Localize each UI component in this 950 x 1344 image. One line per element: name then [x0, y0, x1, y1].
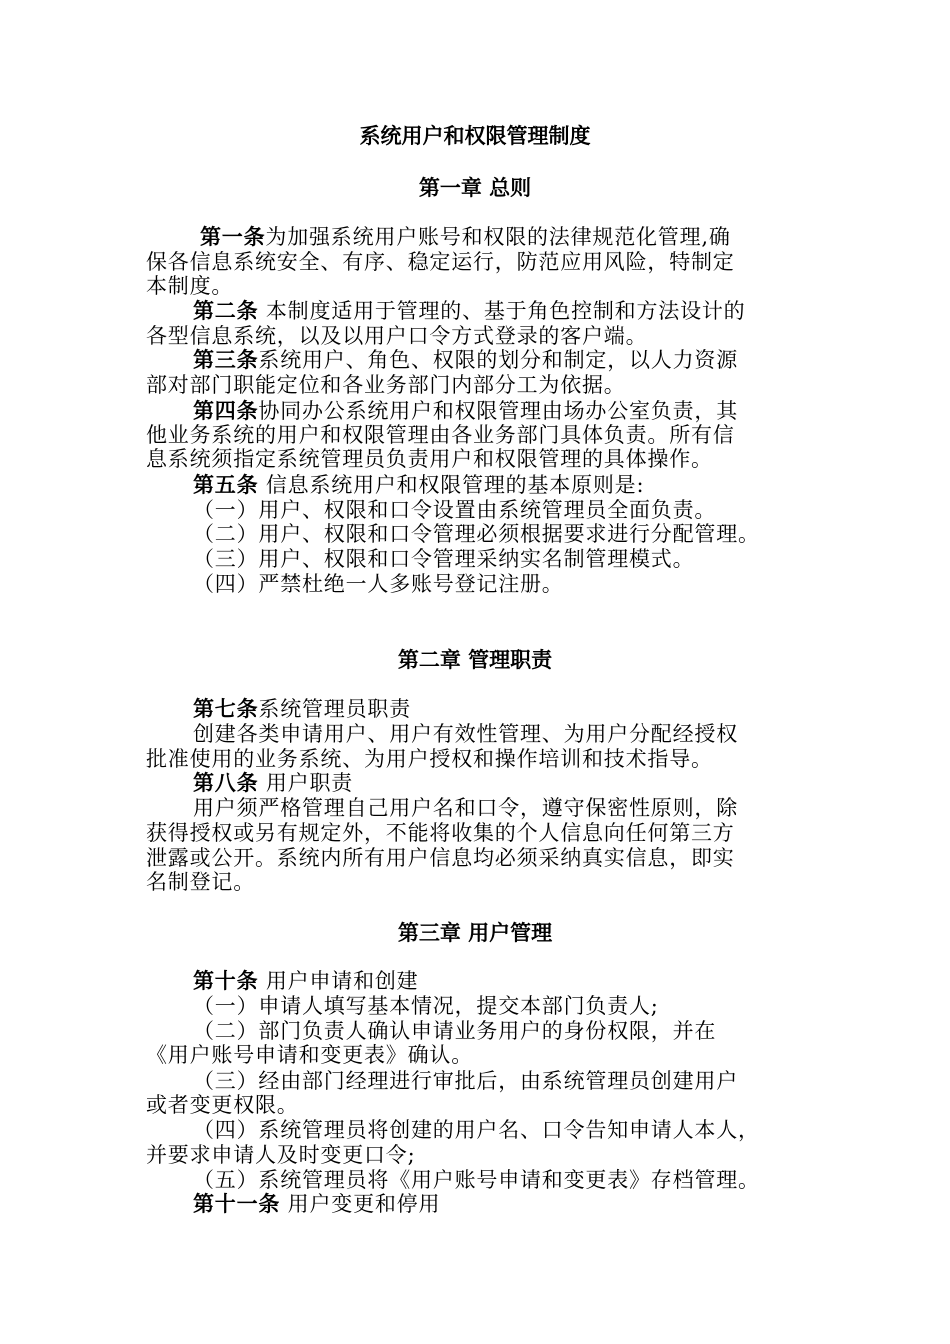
- article-11-label: 第十一条: [193, 1192, 281, 1216]
- article-10-label: 第十条: [193, 969, 259, 993]
- article-8-para-line-3: 泄露或公开。系统内所有用户信息均必须采纳真实信息，即实: [146, 846, 735, 870]
- article-5-item-3: （三）用户、权限和口令管理采纳实名制管理模式。: [193, 547, 695, 571]
- article-7-para-line-2: 批准使用的业务系统、为用户授权和操作培训和技术指导。: [146, 747, 713, 771]
- article-10-item-4-line-2: 并要求申请人及时变更口令;: [146, 1143, 416, 1167]
- article-8-para-line-2: 获得授权或另有规定外，不能将收集的个人信息向任何第三方: [146, 821, 735, 845]
- article-8-para-line-1: 用户须严格管理自己用户名和口令，遵守保密性原则，除: [193, 796, 738, 820]
- article-8-label: 第八条: [193, 771, 259, 795]
- article-1-label: 第一条: [200, 225, 266, 249]
- article-5-line-1: 第五条 信息系统用户和权限管理的基本原则是:: [193, 473, 645, 497]
- article-10-item-3-line-1: （三）经由部门经理进行审批后，由系统管理员创建用户: [193, 1069, 738, 1093]
- article-4-line-3: 息系统须指定系统管理员负责用户和权限管理的具体操作。: [146, 447, 713, 471]
- article-4-label: 第四条: [193, 399, 259, 423]
- article-8-para-line-4: 名制登记。: [146, 870, 255, 894]
- chapter-2-title: 第二章 管理职责: [397, 648, 553, 672]
- article-5-item-2: （二）用户、权限和口令管理必须根据要求进行分配管理。: [193, 522, 760, 546]
- article-2-line-2: 各型信息系统，以及以用户口令方式登录的客户端。: [146, 324, 648, 348]
- article-1-line-3: 本制度。: [146, 274, 234, 298]
- article-5-label: 第五条: [193, 473, 259, 497]
- article-7-line-1: 第七条系统管理员职责: [193, 697, 412, 721]
- article-3-label: 第三条: [193, 348, 259, 372]
- chapter-1-title: 第一章 总则: [418, 176, 532, 200]
- article-10-item-3-line-2: 或者变更权限。: [146, 1093, 299, 1117]
- article-8-line-1: 第八条 用户职责: [193, 771, 354, 795]
- article-2-label: 第二条: [193, 299, 259, 323]
- article-10-item-2-line-2: 《用户账号申请和变更表》确认。: [146, 1043, 473, 1067]
- article-10-item-1: （一）申请人填写基本情况，提交本部门负责人;: [193, 994, 659, 1018]
- article-4-line-1: 第四条协同办公系统用户和权限管理由场办公室负责，其: [193, 399, 739, 423]
- article-3-line-1: 第三条系统用户、角色、权限的划分和制定，以人力资源: [193, 348, 739, 372]
- article-3-line-2: 部对部门职能定位和各业务部门内部分工为依据。: [146, 373, 626, 397]
- article-1-line-1: 第一条为加强系统用户账号和权限的法律规范化管理,确: [200, 225, 731, 249]
- article-4-line-2: 他业务系统的用户和权限管理由各业务部门具体负责。所有信: [146, 423, 735, 447]
- article-10-item-5: （五）系统管理员将《用户账号申请和变更表》存档管理。: [193, 1168, 760, 1192]
- article-10-item-2-line-1: （二）部门负责人确认申请业务用户的身份权限，并在: [193, 1019, 717, 1043]
- article-10-item-4-line-1: （四）系统管理员将创建的用户名、口令告知申请人本人，: [193, 1118, 760, 1142]
- document-title: 系统用户和权限管理制度: [359, 124, 591, 148]
- article-7-label: 第七条: [193, 697, 259, 721]
- article-10-line-1: 第十条 用户申请和创建: [193, 969, 419, 993]
- chapter-3-title: 第三章 用户管理: [397, 921, 553, 945]
- article-11-line-1: 第十一条 用户变更和停用: [193, 1192, 441, 1216]
- article-2-line-1: 第二条 本制度适用于管理的、基于角色控制和方法设计的: [193, 299, 746, 323]
- article-1-line-2: 保各信息系统安全、有序、稳定运行，防范应用风险，特制定: [146, 250, 735, 274]
- article-5-item-4: （四）严禁杜绝一人多账号登记注册。: [193, 572, 564, 596]
- article-5-item-1: （一）用户、权限和口令设置由系统管理员全面负责。: [193, 498, 717, 522]
- article-7-para-line-1: 创建各类申请用户、用户有效性管理、为用户分配经授权: [193, 722, 738, 746]
